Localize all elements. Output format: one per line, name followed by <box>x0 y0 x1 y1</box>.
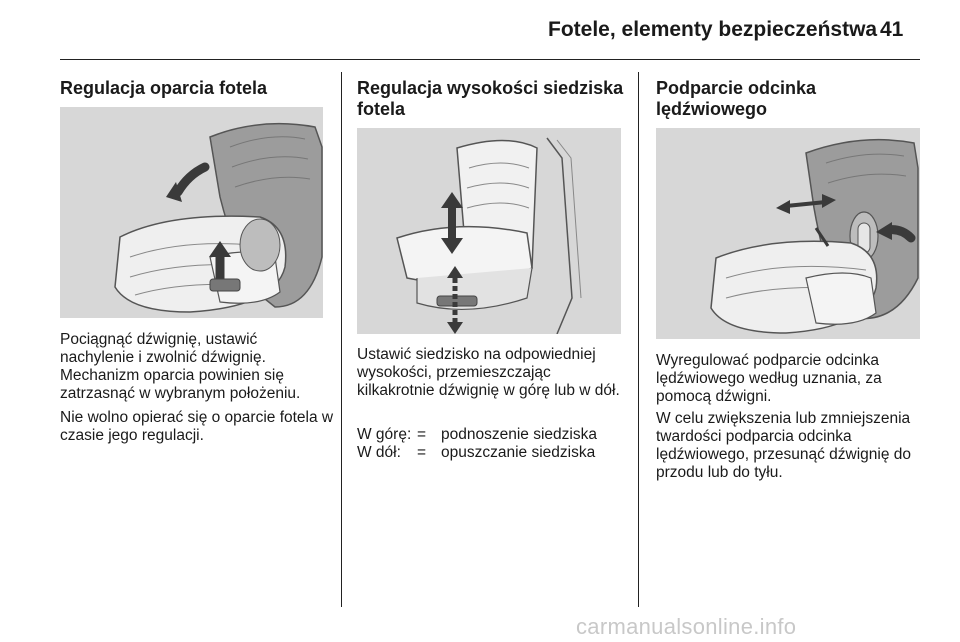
definition-description: opuszczanie siedziska <box>441 444 596 461</box>
section-heading: Podparcie odcinka lędźwiowego <box>656 78 817 119</box>
column-divider-1 <box>341 72 342 607</box>
column-divider-2 <box>638 72 639 607</box>
page-header-title: Fotele, elementy bezpieczeństwa <box>548 18 878 41</box>
adjustment-definitions <box>357 426 597 462</box>
instruction-paragraph: Wyregulować podparcie odcinka lędźwiowego według uznania, za pomocą dźwigni. <box>656 352 882 405</box>
definition-row <box>357 426 597 444</box>
instruction-paragraph: Pociągnąć dźwignię, ustawić nachylenie i zwolnić dźwignię. Mechanizm oparcia powinien się zatrzasnąć w wybranym położeniu. <box>60 331 301 402</box>
definition-term: W dół: <box>357 444 401 461</box>
definition-description: podnoszenie siedziska <box>441 426 597 443</box>
section-seat-height <box>357 78 627 120</box>
instruction-paragraph: Ustawić siedzisko na odpowiedniej wysokości, przemieszczając kilkakrotnie dźwignię w górę lub w dół. <box>357 346 620 399</box>
watermark: carmanualsonline.info <box>576 614 797 639</box>
seat-backrest-adjustment-icon <box>60 107 323 318</box>
instruction-paragraph: W celu zwiększenia lub zmniejszenia twardości podparcia odcinka lędźwiowego, przesunąć dźwignię do przodu lub do tyłu. <box>656 410 912 481</box>
section-lumbar-support <box>656 78 921 120</box>
section-heading: Regulacja oparcia fotela <box>60 78 268 98</box>
lumbar-support-adjustment-icon <box>656 128 920 339</box>
warning-paragraph: Nie wolno opierać się o oparcie fotela w czasie jego regulacji. <box>60 409 334 444</box>
seat-height-adjustment-icon <box>357 128 621 334</box>
section-backrest <box>60 78 330 99</box>
page-number: 41 <box>880 18 904 41</box>
section-heading: Regulacja wysokości siedziska fotela <box>357 78 624 119</box>
definition-equals: = <box>417 426 427 443</box>
definition-row <box>357 444 597 462</box>
header-divider <box>60 59 920 60</box>
definition-equals: = <box>417 444 427 461</box>
definition-term: W górę: <box>357 426 412 443</box>
